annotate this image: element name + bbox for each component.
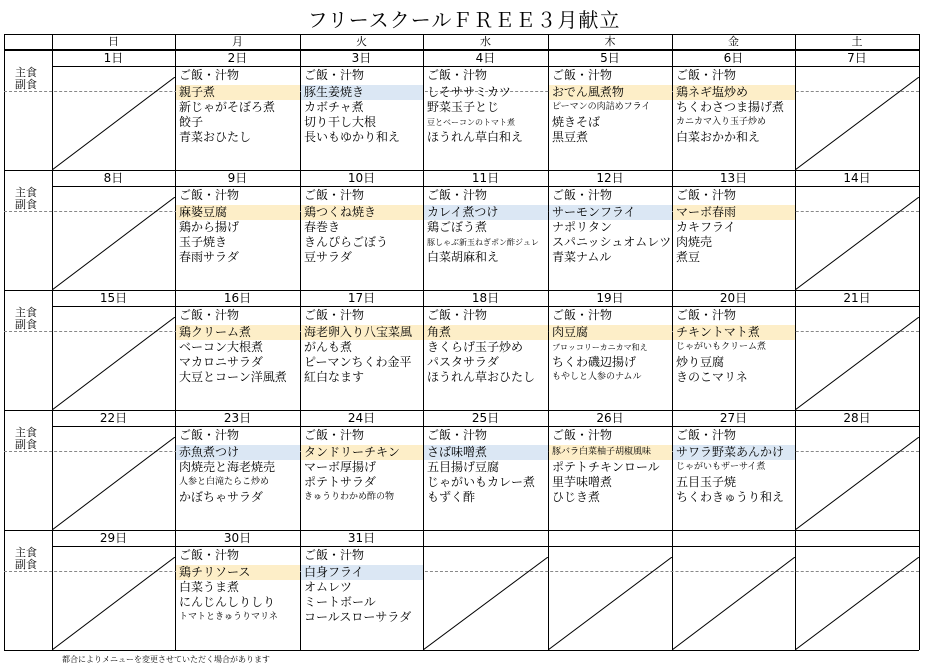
grid-line (919, 34, 920, 650)
side-dish: カボチャ煮 (304, 100, 364, 114)
staple-item: ご飯・汁物 (676, 428, 737, 442)
day-menu (176, 308, 300, 385)
empty-day-slash (52, 197, 175, 290)
empty-day-slash (795, 317, 919, 410)
main-dish: 麻婆豆腐 (176, 205, 300, 220)
side-dish: 人参と白滝たらこ炒め (179, 477, 270, 487)
side-dish: マカロニサラダ (179, 355, 263, 369)
date-number: 21日 (843, 291, 871, 305)
side-dish: 肉焼売 (676, 235, 713, 249)
day-menu (549, 188, 672, 265)
main-dish: 肉豆腐 (549, 325, 672, 340)
date-number: 5日 (600, 51, 620, 65)
date-number: 16日 (223, 291, 252, 305)
day-menu (176, 428, 300, 505)
diagonal-line (52, 197, 175, 290)
side-dish: ミートボール (304, 595, 376, 609)
diagonal-line (52, 437, 175, 530)
label-side-dish: 副食 (15, 198, 37, 211)
staple-item: ご飯・汁物 (179, 188, 240, 202)
label-main-dish: 主食 (15, 426, 37, 439)
staple-item: ご飯・汁物 (304, 308, 365, 322)
side-dish: ピーマンちくわ金平 (304, 355, 412, 369)
side-dish: 白菜おかか和え (676, 130, 761, 144)
main-dish: 豚バラ白菜柚子胡椒風味 (549, 445, 672, 460)
date-number: 18日 (471, 291, 500, 305)
day-menu (424, 428, 548, 505)
diagonal-line (672, 557, 795, 650)
staple-item: ご飯・汁物 (676, 308, 737, 322)
date-number: 6日 (723, 51, 744, 65)
main-dish: さば味噌煮 (424, 445, 548, 460)
day-menu (301, 68, 423, 145)
diagonal-line (423, 557, 548, 650)
date-number: 11日 (471, 171, 500, 185)
day-menu (549, 308, 672, 385)
side-dish: にんじんしりしり (179, 595, 276, 609)
weekday-header: 日 (108, 35, 119, 48)
label-main-dish: 主食 (15, 306, 37, 319)
date-number: 19日 (596, 291, 624, 305)
date-number: 23日 (223, 411, 252, 425)
side-dish: カキフライ (676, 220, 736, 234)
staple-item: ご飯・汁物 (552, 428, 613, 442)
side-dish: 春巻き (304, 220, 341, 234)
date-number (548, 531, 672, 545)
side-dish: 青菜おひたし (179, 130, 252, 144)
date-number: 26日 (596, 411, 624, 425)
diagonal-line (795, 557, 919, 650)
day-menu (673, 68, 795, 145)
main-dish: 鶏クリーム煮 (176, 325, 300, 340)
staple-item: ご飯・汁物 (304, 548, 365, 562)
side-dish: 豆サラダ (304, 250, 352, 264)
side-dish: 大豆とコーン洋風煮 (179, 370, 287, 384)
staple-item: ご飯・汁物 (179, 308, 240, 322)
diagonal-line (795, 437, 919, 530)
label-side-dish: 副食 (15, 558, 37, 571)
main-dish: タンドリーチキン (301, 445, 423, 460)
side-dish: 豆とベーコンのトマト煮 (427, 118, 515, 127)
date-row-line (52, 426, 919, 427)
label-main-dish: 主食 (15, 66, 37, 79)
side-dish: がんも煮 (304, 340, 353, 354)
date-row-line (52, 546, 919, 547)
date-number (795, 531, 919, 545)
side-dish: 肉焼売と海老焼売 (179, 460, 276, 474)
staple-item: ご飯・汁物 (179, 428, 240, 442)
staple-item: ご飯・汁物 (427, 68, 488, 82)
main-dish: 親子煮 (176, 85, 300, 100)
day-menu (424, 188, 548, 265)
day-menu (301, 308, 423, 385)
empty-day-slash (795, 197, 919, 290)
side-dish: 五目揚げ豆腐 (427, 460, 500, 474)
date-number: 24日 (347, 411, 376, 425)
date-number: 17日 (347, 291, 376, 305)
side-dish: ちくわさつま揚げ煮 (676, 100, 785, 114)
staple-item: ご飯・汁物 (552, 188, 613, 202)
footer-note: 都合によりメニューを変更させていただく場合があります (62, 655, 270, 664)
side-dish: 白菜うま煮 (179, 580, 240, 594)
date-number: 20日 (719, 291, 748, 305)
day-menu (673, 428, 795, 505)
day-menu (424, 308, 548, 385)
date-number: 8日 (103, 171, 124, 185)
day-menu (673, 188, 795, 265)
diagonal-line (795, 77, 919, 170)
side-dish: ほうれん草おひたし (427, 370, 536, 384)
date-number: 12日 (596, 171, 624, 185)
day-menu (424, 68, 548, 145)
date-row-line (52, 186, 919, 187)
empty-day-slash (52, 557, 175, 650)
side-dish: ひじき煮 (552, 490, 601, 504)
day-menu (176, 188, 300, 265)
page-title: フリースクールＦＲＥＥ３月献立 (307, 8, 621, 32)
date-number: 14日 (843, 171, 871, 185)
side-dish: カニカマ入り玉子炒め (676, 117, 767, 127)
date-number: 1日 (103, 51, 124, 65)
side-dish: 青菜ナムル (552, 250, 612, 264)
side-dish: 切り干し大根 (304, 115, 377, 129)
side-dish: 春雨サラダ (179, 250, 239, 264)
side-dish: ポテトサラダ (304, 475, 376, 489)
date-row-line (52, 66, 919, 67)
side-dish: きゅうりわかめ酢の物 (304, 492, 395, 502)
side-dish: 炒り豆腐 (676, 355, 725, 369)
staple-item: ご飯・汁物 (304, 428, 365, 442)
side-dish: じゃがいもカレー煮 (427, 475, 536, 489)
empty-day-slash (672, 557, 795, 650)
staple-item: ご飯・汁物 (552, 68, 613, 82)
staple-item: ご飯・汁物 (427, 188, 488, 202)
side-dish: 野菜玉子とじ (427, 100, 500, 114)
date-number: 22日 (99, 411, 128, 425)
side-dish: ピーマンの肉詰めフライ (552, 102, 651, 112)
side-dish: もやしと人参のナムル (552, 372, 642, 382)
side-dish: パスタサラダ (427, 355, 499, 369)
side-dish: マーボ厚揚げ (304, 460, 377, 474)
date-number (672, 531, 795, 545)
side-dish: 煮豆 (676, 250, 701, 264)
side-dish: ちくわきゅうり和え (676, 490, 785, 504)
main-dish: カレイ煮つけ (424, 205, 548, 220)
side-dish: コールスローサラダ (304, 610, 412, 624)
date-row-line (52, 306, 919, 307)
label-main-dish: 主食 (15, 546, 37, 559)
main-dish: 白身フライ (301, 565, 423, 580)
main-dish: 豚生姜焼き (301, 85, 423, 100)
side-dish: じゃがいもザーサイ煮 (676, 462, 766, 472)
weekday-header: 木 (604, 35, 616, 48)
diagonal-line (52, 317, 175, 410)
staple-item: ご飯・汁物 (552, 308, 613, 322)
staple-item: ご飯・汁物 (179, 68, 240, 82)
date-number: 29日 (99, 531, 128, 545)
date-number: 2日 (227, 51, 248, 65)
side-dish: 餃子 (179, 115, 204, 129)
side-dish: 里芋味噌煮 (552, 475, 613, 489)
side-dish: かぼちゃサラダ (179, 490, 263, 504)
weekday-header: 火 (356, 35, 367, 48)
side-dish: スパニッシュオムレツ (552, 235, 672, 249)
staple-item: ご飯・汁物 (676, 68, 737, 82)
side-dish: オムレツ (304, 580, 353, 594)
label-side-dish: 副食 (15, 438, 37, 451)
date-number (423, 531, 548, 545)
main-dish: チキントマト煮 (673, 325, 795, 340)
side-dish: トマトときゅうりマリネ (179, 612, 278, 622)
empty-day-slash (52, 77, 175, 170)
date-number: 28日 (843, 411, 871, 425)
staple-item: ご飯・汁物 (427, 428, 488, 442)
date-number: 4日 (475, 51, 496, 65)
side-dish: じゃがいもクリーム煮 (676, 342, 767, 352)
side-dish: 玉子焼き (179, 235, 228, 249)
grid-line (4, 34, 5, 650)
main-dish: しそササミカツ (427, 85, 512, 99)
side-dish: 紅白なます (304, 370, 365, 384)
weekday-header: 月 (232, 35, 243, 48)
side-dish: ちくわ磯辺揚げ (552, 355, 637, 369)
main-dish: おでん風煮物 (549, 85, 672, 100)
date-number: 30日 (223, 531, 252, 545)
side-dish: 五目玉子焼 (676, 475, 737, 489)
diagonal-line (548, 557, 672, 650)
weekday-header: 金 (728, 35, 739, 48)
side-dish: 新じゃがそぼろ煮 (179, 100, 276, 114)
main-dish: 鶏チリソース (176, 565, 300, 580)
side-dish: きのこマリネ (676, 370, 748, 384)
day-menu (301, 548, 423, 625)
staple-item: ご飯・汁物 (304, 68, 365, 82)
main-dish: 鶏ネギ塩炒め (673, 85, 795, 100)
label-side-dish: 副食 (15, 78, 37, 91)
staple-item: ご飯・汁物 (179, 548, 240, 562)
side-dish: きくらげ玉子炒め (427, 340, 524, 354)
side-dish: 白菜胡麻和え (427, 250, 500, 264)
label-side-dish: 副食 (15, 318, 37, 331)
main-dish: 鶏つくね焼き (301, 205, 423, 220)
diagonal-line (52, 77, 175, 170)
diagonal-line (795, 197, 919, 290)
date-number: 10日 (347, 171, 376, 185)
side-dish: きんぴらごぼう (304, 235, 389, 249)
date-number: 31日 (347, 531, 376, 545)
side-dish: 鶏から揚げ (179, 220, 240, 234)
side-dish: ポテトチキンロール (552, 460, 660, 474)
empty-day-slash (548, 557, 672, 650)
date-number: 7日 (847, 51, 867, 65)
side-dish: ベーコン大根煮 (179, 340, 264, 354)
weekday-header: 水 (480, 35, 491, 48)
date-number: 27日 (719, 411, 748, 425)
day-menu (301, 188, 423, 265)
main-dish: マーボ春雨 (673, 205, 795, 220)
side-dish: 長いもゆかり和え (304, 130, 401, 144)
date-number: 3日 (351, 51, 372, 65)
day-menu (673, 308, 795, 385)
grid-line (4, 650, 919, 651)
empty-day-slash (52, 317, 175, 410)
weekday-header: 土 (851, 35, 863, 48)
side-dish: ほうれん草白和え (427, 130, 524, 144)
main-dish: 赤魚煮つけ (176, 445, 300, 460)
staple-item: ご飯・汁物 (427, 308, 488, 322)
day-menu (549, 68, 672, 145)
date-number: 15日 (99, 291, 128, 305)
empty-day-slash (52, 437, 175, 530)
label-main-dish: 主食 (15, 186, 37, 199)
day-menu (301, 428, 423, 505)
staple-item: ご飯・汁物 (304, 188, 365, 202)
diagonal-line (52, 557, 175, 650)
day-menu (176, 68, 300, 145)
empty-day-slash (795, 77, 919, 170)
date-number: 25日 (471, 411, 500, 425)
main-dish: サワラ野菜あんかけ (673, 445, 795, 460)
side-dish: 豚しゃぶ新玉ねぎポン酢ジュレ (427, 238, 539, 247)
main-dish: 角煮 (424, 325, 548, 340)
main-dish: サーモンフライ (549, 205, 672, 220)
staple-item: ご飯・汁物 (676, 188, 737, 202)
side-dish: ブロッコリーカニカマ和え (552, 343, 648, 352)
side-dish: 焼きそば (552, 115, 601, 129)
main-dish: 海老卵入り八宝菜風 (301, 325, 423, 340)
side-dish: 黒豆煮 (552, 130, 589, 144)
side-dish: もずく酢 (427, 490, 476, 504)
diagonal-line (795, 317, 919, 410)
side-dish: ナポリタン (552, 220, 613, 234)
side-dish: 鶏ごぼう煮 (427, 220, 488, 234)
empty-day-slash (795, 557, 919, 650)
empty-day-slash (795, 437, 919, 530)
date-number: 13日 (719, 171, 748, 185)
empty-day-slash (423, 557, 548, 650)
date-number: 9日 (227, 171, 248, 185)
day-menu (549, 428, 672, 505)
day-menu (176, 548, 300, 625)
